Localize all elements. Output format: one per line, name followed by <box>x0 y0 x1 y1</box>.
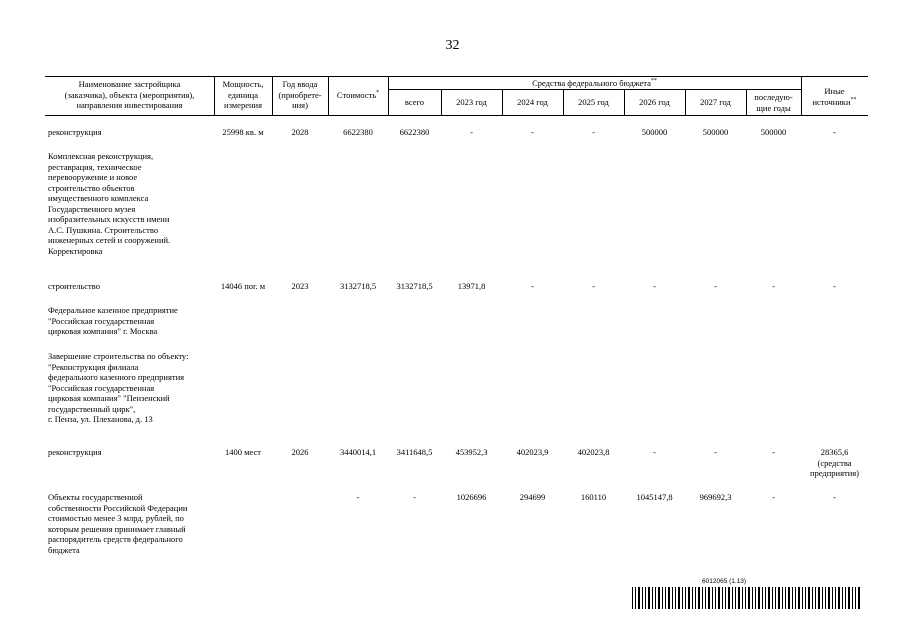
barcode-bar <box>752 587 753 609</box>
barcode-bar <box>745 587 746 609</box>
header-2023: 2023 год <box>456 97 487 107</box>
barcode-bar <box>662 587 663 609</box>
row2-2027: - <box>714 281 717 291</box>
footnote-mark: ** <box>850 96 857 103</box>
row3-2023: 453952,3 <box>455 447 488 457</box>
text-line: А.С. Пушкина. Строительство <box>48 224 159 235</box>
object-title-penza-circus <box>48 351 223 425</box>
row3-other <box>801 447 868 479</box>
text-line: распорядитель средств федерального <box>48 534 183 544</box>
barcode-bar <box>718 587 720 609</box>
header-federal-budget <box>388 78 801 89</box>
header-year-line: Год ввода <box>282 79 318 89</box>
row2-other: - <box>833 281 836 291</box>
barcode-bar <box>845 587 846 609</box>
barcode-bar <box>822 587 823 609</box>
barcode-bar <box>725 587 726 609</box>
text-line: инженерных сетей и сооружений. <box>48 235 171 245</box>
header-cost <box>328 90 388 101</box>
header-later-line: последую- <box>754 92 793 102</box>
barcode-bar <box>685 587 686 609</box>
row1-year: 2028 <box>291 127 309 137</box>
row2-2024: - <box>531 281 534 291</box>
barcode-bar <box>835 587 836 609</box>
header-later-years <box>746 92 801 113</box>
row1-capacity: 25998 кв. м <box>222 127 264 137</box>
barcode-bar <box>698 587 700 609</box>
header-2025: 2025 год <box>578 97 609 107</box>
row4-2023: 1026696 <box>456 492 487 502</box>
row3-2026: - <box>653 447 656 457</box>
barcode-bar <box>648 587 650 609</box>
barcode-bar <box>642 587 643 609</box>
barcode-bar <box>742 587 743 609</box>
header-2027: 2027 год <box>700 97 731 107</box>
row4-2025: 160110 <box>580 492 607 502</box>
object-title-pushkin-museum <box>48 151 218 256</box>
header-year-line: ния) <box>292 100 308 110</box>
row3-later: - <box>772 447 775 457</box>
text-line: перевооружение и новое <box>48 172 138 182</box>
barcode-bar <box>748 587 750 609</box>
barcode-bar <box>852 587 853 609</box>
header-name-line: (заказчика), объекта (мероприятия), <box>64 89 195 100</box>
barcode-bar <box>805 587 806 609</box>
row2-2023: 13971,8 <box>457 281 486 291</box>
header-year-line: (приобрете- <box>278 89 322 100</box>
row2-2025: - <box>592 281 595 291</box>
header-other-line: Иные <box>824 86 845 96</box>
federal-budget-divider <box>388 89 801 90</box>
header-capacity-line: Мощность, <box>222 79 264 89</box>
barcode-image <box>632 587 861 609</box>
row1-cost: 6622380 <box>343 127 373 137</box>
text-line: Корректировка <box>48 245 103 256</box>
barcode-bar <box>855 587 856 609</box>
text-line: Федеральное казенное предприятие <box>48 305 178 315</box>
row4-later: - <box>772 492 775 502</box>
barcode-bar <box>798 587 800 609</box>
row2-year: 2023 <box>291 281 309 291</box>
barcode-bar <box>665 587 666 609</box>
row3-other-line: (средства <box>817 457 852 468</box>
row3-2025: 402023,8 <box>577 447 610 457</box>
row2-cost: 3132718,5 <box>339 281 377 291</box>
barcode-bar <box>635 587 636 609</box>
barcode-bar <box>715 587 716 609</box>
barcode-bar <box>705 587 706 609</box>
row3-other-line: 28365,6 <box>820 447 849 457</box>
row1-2026: 500000 <box>641 127 668 137</box>
barcode-bar <box>782 587 783 609</box>
header-2024: 2024 год <box>517 97 548 107</box>
barcode-bar <box>762 587 763 609</box>
barcode-bar <box>738 587 740 609</box>
header-name-line: Наименование застройщика <box>78 79 181 89</box>
row1-name: реконструкция <box>48 127 102 137</box>
row2-name: строительство <box>48 281 100 291</box>
barcode-bar <box>688 587 690 609</box>
barcode-bar <box>765 587 766 609</box>
barcode-bar <box>732 587 733 609</box>
header-other-label: источники <box>812 96 851 107</box>
barcode-bar <box>828 587 830 609</box>
barcode-bar <box>678 587 680 609</box>
header-name <box>45 79 214 111</box>
text-line: государственный цирк", <box>48 403 136 414</box>
row1-2023: - <box>470 127 473 137</box>
barcode-bar <box>818 587 820 609</box>
barcode-bar <box>655 587 656 609</box>
barcode-bar <box>658 587 660 609</box>
header-total: всего <box>404 97 425 107</box>
barcode-bar <box>645 587 646 609</box>
header-capacity-line: единица <box>228 89 258 100</box>
table-top-border <box>45 76 868 77</box>
row4-2027: 969692,3 <box>699 492 732 502</box>
barcode-bar <box>778 587 780 609</box>
row2-later: - <box>772 281 775 291</box>
text-line: Государственного музея <box>48 203 136 214</box>
row2-capacity: 14046 пог. м <box>220 281 266 291</box>
barcode-bar <box>838 587 840 609</box>
row1-other: - <box>833 127 836 137</box>
text-line: Объекты государственной <box>48 492 143 502</box>
text-line: строительство объектов <box>48 182 135 193</box>
barcode-bar <box>775 587 776 609</box>
barcode-bar <box>848 587 850 609</box>
barcode-bar <box>652 587 653 609</box>
row1-total: 6622380 <box>399 127 430 137</box>
barcode-bar <box>638 587 640 609</box>
row1-2024: - <box>531 127 534 137</box>
barcode-bar <box>728 587 730 609</box>
row4-cost: - <box>356 492 360 502</box>
row3-name: реконструкция <box>48 447 102 457</box>
text-line: цирковая компания" "Пензенский <box>48 393 170 403</box>
row3-year: 2026 <box>291 447 309 457</box>
header-other-line <box>801 97 868 108</box>
barcode-bar <box>675 587 676 609</box>
row1-2027: 500000 <box>702 127 729 137</box>
barcode-bar <box>695 587 696 609</box>
text-line: цирковая компания" г. Москва <box>48 326 158 336</box>
row3-capacity: 1400 мест <box>225 447 261 457</box>
barcode-bar <box>708 587 710 609</box>
developer-title-circus-company <box>48 305 218 337</box>
row2-2026: - <box>653 281 656 291</box>
barcode-bar <box>632 587 633 609</box>
text-line: г. Пенза, ул. Плеханова, д. 13 <box>48 414 153 424</box>
header-bottom-border <box>45 115 868 116</box>
barcode-bar <box>768 587 770 609</box>
header-capacity-line: измерения <box>224 100 262 110</box>
row3-2024: 402023,9 <box>516 447 549 457</box>
header-federal-budget-label: Средства федерального бюджета <box>532 78 651 88</box>
barcode-bar <box>682 587 683 609</box>
barcode-bar <box>712 587 713 609</box>
row4-name <box>48 492 223 555</box>
text-line: реставрация, техническое <box>48 161 142 172</box>
barcode-bar <box>808 587 810 609</box>
barcode-bar <box>802 587 803 609</box>
text-line: "Реконструкция филиала <box>48 361 139 372</box>
barcode-bar <box>722 587 723 609</box>
row4-other: - <box>833 492 836 502</box>
barcode-bar <box>672 587 673 609</box>
barcode-bar <box>668 587 670 609</box>
page-number: 32 <box>445 38 460 53</box>
barcode-bar <box>858 587 860 609</box>
text-line: собственности Российской Федерации <box>48 502 188 513</box>
text-line: федерального казенного предприятия <box>48 372 185 382</box>
barcode-bar <box>785 587 786 609</box>
row1-2025: - <box>592 127 595 137</box>
row1-later: 500000 <box>760 127 787 137</box>
header-cost-label: Стоимость <box>336 90 377 100</box>
row4-2026: 1045147,8 <box>636 492 673 502</box>
footnote-mark: * <box>376 90 380 97</box>
row3-other-line: предприятия) <box>809 468 860 478</box>
barcode-number: 6012065 (1.13) <box>702 578 747 585</box>
footnote-mark: ** <box>650 78 657 85</box>
row2-total: 3132718,5 <box>396 281 433 291</box>
barcode-bar <box>758 587 760 609</box>
header-later-line: щие годы <box>756 102 791 113</box>
header-capacity <box>214 79 272 111</box>
text-line: "Российская государственная <box>48 382 155 393</box>
barcode-bar <box>772 587 773 609</box>
text-line: Завершение строительства по объекту: <box>48 351 189 361</box>
text-line: Комплексная реконструкция, <box>48 151 154 161</box>
barcode-bar <box>842 587 843 609</box>
text-line: имущественного комплекса <box>48 193 149 203</box>
text-line: изобразительных искусств имени <box>48 214 170 224</box>
barcode-bar <box>825 587 826 609</box>
barcode-bar <box>792 587 793 609</box>
row4-total: - <box>413 492 416 502</box>
barcode-bar <box>788 587 790 609</box>
row3-total: 3411648,5 <box>396 447 433 457</box>
header-name-line: направления инвестирования <box>76 100 183 110</box>
barcode-bar <box>735 587 736 609</box>
barcode-bar <box>692 587 693 609</box>
row4-2024: 294699 <box>519 492 546 502</box>
header-other-sources <box>801 86 868 107</box>
header-2026: 2026 год <box>639 97 670 107</box>
text-line: "Российская государственная <box>48 315 155 326</box>
barcode-bar <box>832 587 833 609</box>
barcode-bar <box>812 587 813 609</box>
text-line: которым решения принимает главный <box>48 523 186 534</box>
barcode-bar <box>755 587 756 609</box>
row3-cost: 3440014,1 <box>339 447 377 457</box>
text-line: бюджета <box>48 544 80 555</box>
row3-2027: - <box>714 447 717 457</box>
header-year <box>272 79 328 111</box>
barcode-bar <box>815 587 816 609</box>
barcode-bar <box>795 587 796 609</box>
text-line: стоимостью менее 3 млрд. рублей, по <box>48 513 184 523</box>
barcode-bar <box>702 587 703 609</box>
